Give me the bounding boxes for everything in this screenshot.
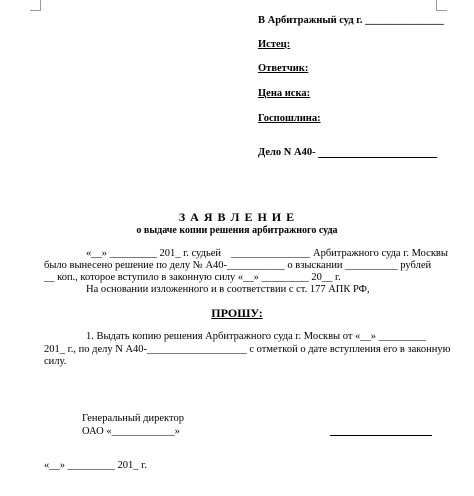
body-line-1-right: Арбитражного суда г. Москвы xyxy=(313,248,448,259)
request-item-line-3: силу. xyxy=(44,356,67,367)
request-item-line-2: 201_ г., по делу N А40-___________________ с отметкой о дате вступления его в законную xyxy=(44,344,451,355)
fee-label: Госпошлина: xyxy=(258,113,321,124)
body-line-2: было вынесено решение по делу № А40-___________ о взыскании __________ рублей xyxy=(44,260,432,271)
signer-position: Генеральный директор xyxy=(82,413,184,424)
body-line-3: __ коп., которое вступило в законную силу «__» _________ 20__ г. xyxy=(44,272,341,283)
request-item-line-1: 1. Выдать копию решения Арбитражного суда г. Москвы от «__» _________ xyxy=(86,331,426,342)
plaintiff-label: Истец: xyxy=(258,39,291,50)
document-subtitle: о выдаче копии решения арбитражного суда xyxy=(136,225,338,236)
request-heading: ПРОШУ: xyxy=(211,306,263,320)
court-line: В Арбитражный суд г. _______________ xyxy=(258,15,444,26)
document-date: «__» _________ 201_ г. xyxy=(44,460,147,471)
claim-price-label: Цена иска: xyxy=(258,88,311,99)
signer-company: ОАО «____________» xyxy=(82,426,180,437)
case-number-label: Дело N А40- xyxy=(258,147,316,158)
body-line-1-left: «__» _________ 201_ г. судьей xyxy=(86,248,222,259)
document-title: З А Я В Л Е Н И Е xyxy=(178,210,296,224)
body-line-4: На основании изложенного и в соответствии с ст. 177 АПК РФ, xyxy=(86,284,370,295)
defendant-label: Ответчик: xyxy=(258,63,309,74)
signature-line xyxy=(330,435,432,436)
body-line-1-blank: _______________ xyxy=(231,248,310,259)
case-number-blank xyxy=(318,157,437,158)
page-corner-mark xyxy=(30,0,41,11)
page-corner-mark xyxy=(436,0,447,11)
